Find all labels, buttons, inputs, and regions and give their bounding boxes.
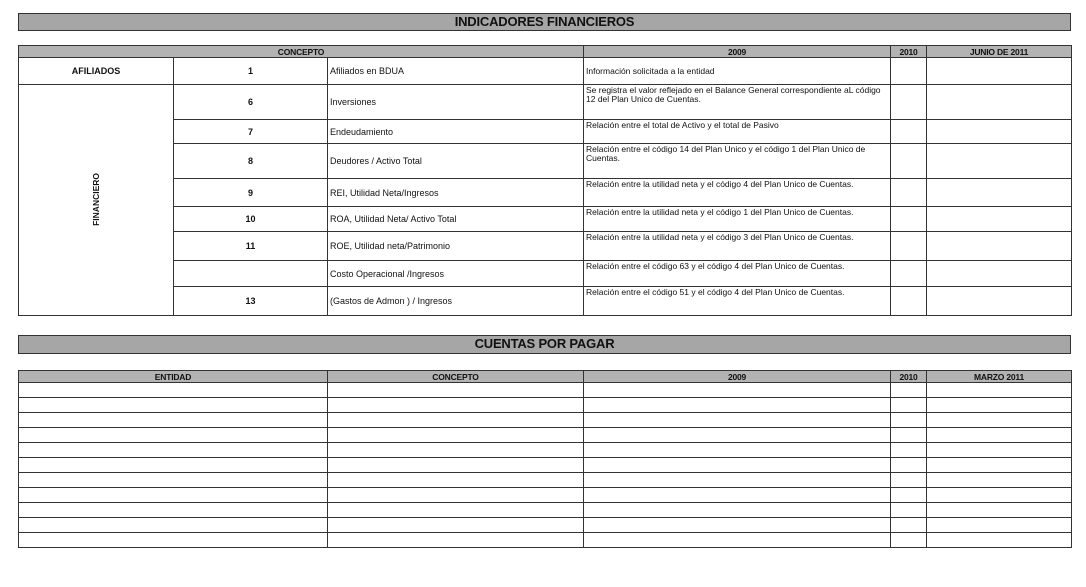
cell-entidad	[19, 473, 328, 488]
row-description: Relación entre la utilidad neta y el código 3 del Plan Unico de Cuentas.	[584, 232, 891, 261]
row-description: Relación entre el código 14 del Plan Unico y el código 1 del Plan Unico de Cuentas.	[584, 144, 891, 179]
table-row	[19, 383, 1072, 398]
cell-2009	[584, 428, 891, 443]
row-concept: Costo Operacional /Ingresos	[328, 261, 584, 287]
cell-2010	[891, 458, 927, 473]
indicadores-table	[18, 45, 1072, 316]
table-row	[19, 85, 1072, 120]
row-description: Relación entre el código 63 y el código 4 del Plan Unico de Cuentas.	[584, 261, 891, 287]
cell-2010	[891, 518, 927, 533]
cell-marzo-2011	[927, 488, 1072, 503]
cell-2010	[891, 287, 927, 316]
row-concept: Deudores / Activo Total	[328, 144, 584, 179]
cell-entidad	[19, 458, 328, 473]
table-row	[19, 503, 1072, 518]
row-number: 6	[174, 85, 328, 120]
table-row	[19, 413, 1072, 428]
financiero-label: FINANCIERO	[91, 172, 101, 226]
row-concept: ROA, Utilidad Neta/ Activo Total	[328, 207, 584, 232]
cell-2010	[891, 473, 927, 488]
cell-2010	[891, 207, 927, 232]
cell-2010	[891, 533, 927, 548]
cell-entidad	[19, 443, 328, 458]
table-row	[19, 473, 1072, 488]
cell-entidad	[19, 428, 328, 443]
indicadores-header-row	[19, 46, 1072, 58]
group-financiero	[19, 85, 174, 316]
table-row	[19, 261, 1072, 287]
cell-2009	[584, 443, 891, 458]
row-concept: Inversiones	[328, 85, 584, 120]
cell-concepto	[328, 473, 584, 488]
table-row	[19, 533, 1072, 548]
cell-marzo-2011	[927, 533, 1072, 548]
row-description: Relación entre la utilidad neta y el código 4 del Plan Unico de Cuentas.	[584, 179, 891, 207]
header-concepto: CONCEPTO	[328, 371, 584, 383]
cell-concepto	[328, 398, 584, 413]
cell-junio-2011	[927, 232, 1072, 261]
cell-junio-2011	[927, 287, 1072, 316]
row-number: 10	[174, 207, 328, 232]
table-row	[19, 232, 1072, 261]
cell-2010	[891, 503, 927, 518]
row-number: 9	[174, 179, 328, 207]
table-row	[19, 179, 1072, 207]
cell-2010	[891, 144, 927, 179]
cell-marzo-2011	[927, 443, 1072, 458]
cell-entidad	[19, 383, 328, 398]
cell-2010	[891, 428, 927, 443]
row-description: Relación entre el total de Activo y el total de Pasivo	[584, 120, 891, 144]
row-number: 1	[174, 58, 328, 85]
cell-2010	[891, 398, 927, 413]
table-row	[19, 398, 1072, 413]
cell-2009	[584, 488, 891, 503]
cuentas-header-row	[19, 371, 1072, 383]
cell-2009	[584, 413, 891, 428]
cell-marzo-2011	[927, 428, 1072, 443]
table-row	[19, 443, 1072, 458]
cell-2009	[584, 503, 891, 518]
row-concept: ROE, Utilidad neta/Patrimonio	[328, 232, 584, 261]
cell-marzo-2011	[927, 503, 1072, 518]
cuentas-table	[18, 370, 1072, 548]
row-concept: REI, Utilidad Neta/Ingresos	[328, 179, 584, 207]
cell-concepto	[328, 413, 584, 428]
cell-2010	[891, 383, 927, 398]
cell-2010	[891, 232, 927, 261]
row-number: 13	[174, 287, 328, 316]
cell-marzo-2011	[927, 383, 1072, 398]
cell-entidad	[19, 488, 328, 503]
cell-concepto	[328, 443, 584, 458]
table-row	[19, 58, 1072, 85]
cuentas-title: CUENTAS POR PAGAR	[18, 335, 1071, 354]
indicadores-title: INDICADORES FINANCIEROS	[18, 13, 1071, 31]
cell-marzo-2011	[927, 398, 1072, 413]
cell-junio-2011	[927, 179, 1072, 207]
cell-marzo-2011	[927, 473, 1072, 488]
cell-2009	[584, 533, 891, 548]
row-concept: (Gastos de Admon ) / Ingresos	[328, 287, 584, 316]
group-afiliados: AFILIADOS	[19, 58, 174, 85]
cell-marzo-2011	[927, 518, 1072, 533]
table-row	[19, 287, 1072, 316]
header-2010: 2010	[891, 46, 927, 58]
cell-2009	[584, 398, 891, 413]
cell-junio-2011	[927, 144, 1072, 179]
cell-2010	[891, 443, 927, 458]
cell-concepto	[328, 488, 584, 503]
cell-concepto	[328, 518, 584, 533]
cell-entidad	[19, 503, 328, 518]
header-entidad: ENTIDAD	[19, 371, 328, 383]
header-2009: 2009	[584, 371, 891, 383]
cell-junio-2011	[927, 58, 1072, 85]
row-number: 11	[174, 232, 328, 261]
header-marzo-2011: MARZO 2011	[927, 371, 1072, 383]
row-concept: Endeudamiento	[328, 120, 584, 144]
cell-2009	[584, 518, 891, 533]
cell-concepto	[328, 383, 584, 398]
row-description: Relación entre el código 51 y el código 4 del Plan Unico de Cuentas.	[584, 287, 891, 316]
table-row	[19, 428, 1072, 443]
table-row	[19, 458, 1072, 473]
cell-junio-2011	[927, 85, 1072, 120]
table-row	[19, 144, 1072, 179]
table-row	[19, 207, 1072, 232]
cell-2010	[891, 261, 927, 287]
header-2010: 2010	[891, 371, 927, 383]
cell-junio-2011	[927, 207, 1072, 232]
cell-concepto	[328, 458, 584, 473]
cell-marzo-2011	[927, 413, 1072, 428]
cell-2010	[891, 58, 927, 85]
cell-2010	[891, 85, 927, 120]
row-description: Se registra el valor reflejado en el Balance General correspondiente aL código 12 del Plan Unico de Cuentas.	[584, 85, 891, 120]
row-number: 7	[174, 120, 328, 144]
cell-2010	[891, 413, 927, 428]
table-row	[19, 120, 1072, 144]
cell-entidad	[19, 518, 328, 533]
cell-entidad	[19, 398, 328, 413]
cell-2009	[584, 383, 891, 398]
cell-junio-2011	[927, 120, 1072, 144]
table-row	[19, 518, 1072, 533]
cell-entidad	[19, 533, 328, 548]
cell-concepto	[328, 428, 584, 443]
row-description: Información solicitada a la entidad	[584, 58, 891, 85]
row-number: 8	[174, 144, 328, 179]
table-row	[19, 488, 1072, 503]
cell-concepto	[328, 533, 584, 548]
cell-junio-2011	[927, 261, 1072, 287]
cell-marzo-2011	[927, 458, 1072, 473]
cell-concepto	[328, 503, 584, 518]
header-junio-2011: JUNIO DE 2011	[927, 46, 1072, 58]
header-concepto: CONCEPTO	[19, 46, 584, 58]
cell-2010	[891, 179, 927, 207]
cell-2009	[584, 458, 891, 473]
cell-2010	[891, 488, 927, 503]
row-number	[174, 261, 328, 287]
cell-2009	[584, 473, 891, 488]
cell-2010	[891, 120, 927, 144]
header-2009: 2009	[584, 46, 891, 58]
row-concept: Afiliados en BDUA	[328, 58, 584, 85]
cell-entidad	[19, 413, 328, 428]
row-description: Relación entre la utilidad neta y el código 1 del Plan Unico de Cuentas.	[584, 207, 891, 232]
